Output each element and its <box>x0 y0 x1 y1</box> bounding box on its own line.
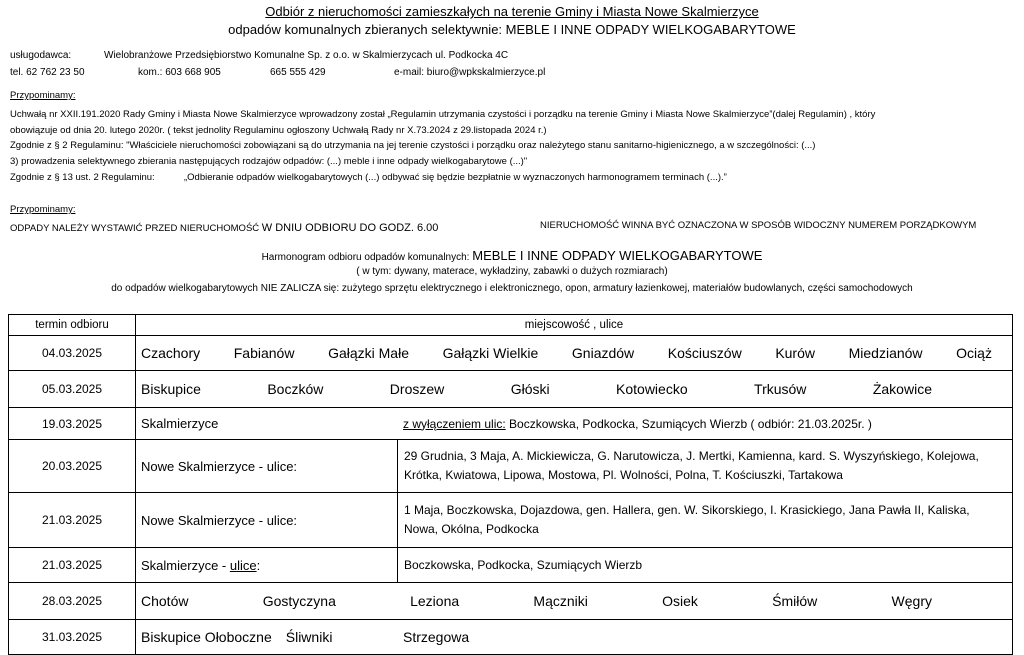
schedule-category: MEBLE I INNE ODPADY WIELKOGABARYTOWE <box>472 248 763 263</box>
place: Boczków <box>267 381 324 397</box>
place: Ociąż <box>956 345 992 361</box>
row-date: 28.03.2025 <box>9 583 136 620</box>
reminder-line-4: 3) prowadzenia selektywnego zbierania następujących rodzajów odpadów: (...) meble i inne odpady wielkogabarytowe (...)" <box>10 156 528 167</box>
title-line2: odpadów komunalnych zbieranych selektywnie: MEBLE I INNE ODPADY WIELKOGABARYTOWE <box>228 22 796 37</box>
provider-name: Wielobranżowe Przedsiębiorstwo Komunalne Sp. z o.o. w Skalmierzycach ul. Podkocka 4C <box>104 50 509 61</box>
schedule-table <box>8 314 1013 655</box>
place: Głóski <box>510 381 550 397</box>
put-out-notice: ODPADY NALEŻY WYSTAWIĆ PRZED NIERUCHOMOŚĆ W DNIU ODBIORU DO GODZ. 6.00 <box>10 222 439 234</box>
street-list: Boczkowska, Podkocka, Szumiących Wierzb <box>397 548 1012 582</box>
row-places <box>136 440 1013 493</box>
row-date: 19.03.2025 <box>9 408 136 440</box>
place: Kurów <box>775 345 815 361</box>
row-date: 05.03.2025 <box>9 371 136 408</box>
table-row <box>9 548 1013 583</box>
table-header <box>9 315 1013 336</box>
place: Biskupice <box>141 381 201 397</box>
row-places <box>136 548 1013 583</box>
mobile-2: 665 555 429 <box>270 67 326 78</box>
place: Żakowice <box>872 381 932 397</box>
table-row <box>9 620 1013 655</box>
row-places <box>136 371 1013 408</box>
table-row <box>9 440 1013 493</box>
place: Kotowiecko <box>616 381 688 397</box>
row-places <box>136 620 1013 655</box>
title-line1: Odbiór z nieruchomości zamieszkałych na terenie Gminy i Miasta Nowe Skalmierzyce <box>265 4 759 19</box>
place: Gałązki Małe <box>328 345 409 361</box>
place: Miedzianów <box>848 345 923 361</box>
place: Śliwniki <box>285 629 333 645</box>
col-header-places: miejscowość , ulice <box>136 315 1013 336</box>
reminder-line-1: Uchwałą nr XXII.191.2020 Rady Gminy i Miasta Nowe Skalmierzyce wprowadzony został „Regulamin utrzymania czystości i porządku na terenie Gminy i Miasta Nowe Skalmierzyce”(dalej Regulamin) , który <box>10 109 876 120</box>
reminder-line-3: Zgodnie z § 2 Regulaminu: "Właściciele nieruchomości zobowiązani są do utrzymania na jej terenie czystości i porządku oraz należytego stanu sanitarno-higienicznego, a w szczególności: (...) <box>10 140 816 151</box>
place: Nowe Skalmierzyce - ulice: <box>141 512 298 528</box>
row-places <box>136 493 1013 548</box>
place: Gostyczyna <box>262 593 336 609</box>
place: Osiek <box>662 593 698 609</box>
row-date: 21.03.2025 <box>9 493 136 548</box>
row-date: 31.03.2025 <box>9 620 136 655</box>
place: Droszew <box>389 381 445 397</box>
schedule-excludes: do odpadów wielkogabarytowych NIE ZALICZA się: zużytego sprzętu elektrycznego i elektronicznego, opon, armatury łazienkowej, materiałów budowlanych, części samochodowych <box>111 283 913 294</box>
place: Strzegowa <box>403 629 470 645</box>
row-places <box>136 336 1013 371</box>
place: Gałązki Wielkie <box>442 345 539 361</box>
row-places <box>136 408 1013 440</box>
reminder-label: Przypominamy: <box>10 90 76 101</box>
place: Gniazdów <box>571 345 635 361</box>
table-row <box>9 371 1013 408</box>
col-header-date: termin odbioru <box>9 315 136 336</box>
row-places <box>136 583 1013 620</box>
put-out-time: W DNIU ODBIORU DO GODZ. 6.00 <box>261 222 439 234</box>
place: Fabianów <box>233 345 295 361</box>
email: e-mail: biuro@wpkskalmierzyce.pl <box>394 67 546 78</box>
reminder-line-2: obowiązuje od dnia 20. lutego 2020r. ( tekst jednolity Regulaminu ogłoszony Uchwałą Rady nr X.73.2024 z 29.listopada 2024 r.) <box>10 125 547 136</box>
place: Mączniki <box>533 593 588 609</box>
street-list: 1 Maja, Boczkowska, Dojazdowa, gen. Hallera, gen. W. Sikorskiego, I. Krasickiego, Jana Pawła II, Kaliska, Nowa, Okólna, Podkocka <box>397 493 1012 547</box>
table-row <box>9 336 1013 371</box>
phone: tel. 62 762 23 50 <box>10 67 85 78</box>
table-row <box>9 408 1013 440</box>
schedule-heading: Harmonogram odbioru odpadów komunalnych: MEBLE I INNE ODPADY WIELKOGABARYTOWE <box>261 248 763 263</box>
table-row <box>9 583 1013 620</box>
place: Śmiłów <box>772 593 818 609</box>
row-date: 04.03.2025 <box>9 336 136 371</box>
reminder2-label: Przypominamy: <box>10 204 76 215</box>
table-row <box>9 493 1013 548</box>
schedule-includes: ( w tym: dywany, materace, wykładziny, zabawki o dużych rozmiarach) <box>356 266 668 277</box>
exception-note: z wyłączeniem ulic: Boczkowska, Podkocka, Szumiących Wierzb ( odbiór: 21.03.2025r. ) <box>403 416 872 431</box>
place: Skalmierzyce <box>141 416 219 431</box>
place: Kościuszów <box>667 345 742 361</box>
place: Trkusów <box>754 381 807 397</box>
row-date: 20.03.2025 <box>9 440 136 493</box>
place: Czachory <box>141 345 201 361</box>
row-date: 21.03.2025 <box>9 548 136 583</box>
place: Nowe Skalmierzyce - ulice: <box>141 458 298 474</box>
street-list: 29 Grudnia, 3 Maja, A. Mickiewicza, G. Narutowicza, J. Mertki, Kamienna, kard. S. Wyszyńskiego, Kolejowa, Krótka, Kwiatowa, Lipowa, Mostowa, Pl. Wolności, Polna, T. Kościuszki, Tartakowa <box>397 440 1012 492</box>
reminder-line-5-text: „Odbieranie odpadów wielkogabarytowych (...) odbywać się będzie bezpłatnie w wyznaczonych harmonogramem terminach (...).” <box>184 172 727 183</box>
provider-label: usługodawca: <box>10 50 72 61</box>
mobile-1: kom.: 603 668 905 <box>138 67 221 78</box>
place: Chotów <box>141 593 189 609</box>
place: Skalmierzyce - ulice: <box>141 557 261 573</box>
marking-notice: NIERUCHOMOŚĆ WINNA BYĆ OZNACZONA W SPOSÓB WIDOCZNY NUMEREM PORZĄDKOWYM <box>540 220 977 231</box>
place: Węgry <box>891 593 932 609</box>
reminder-line-5-label: Zgodnie z § 13 ust. 2 Regulaminu: <box>10 172 155 183</box>
place: Biskupice Ołoboczne <box>141 629 272 645</box>
category-title: MEBLE I INNE ODPADY WIELKOGABARYTOWE <box>505 22 796 37</box>
place: Leziona <box>410 593 460 609</box>
